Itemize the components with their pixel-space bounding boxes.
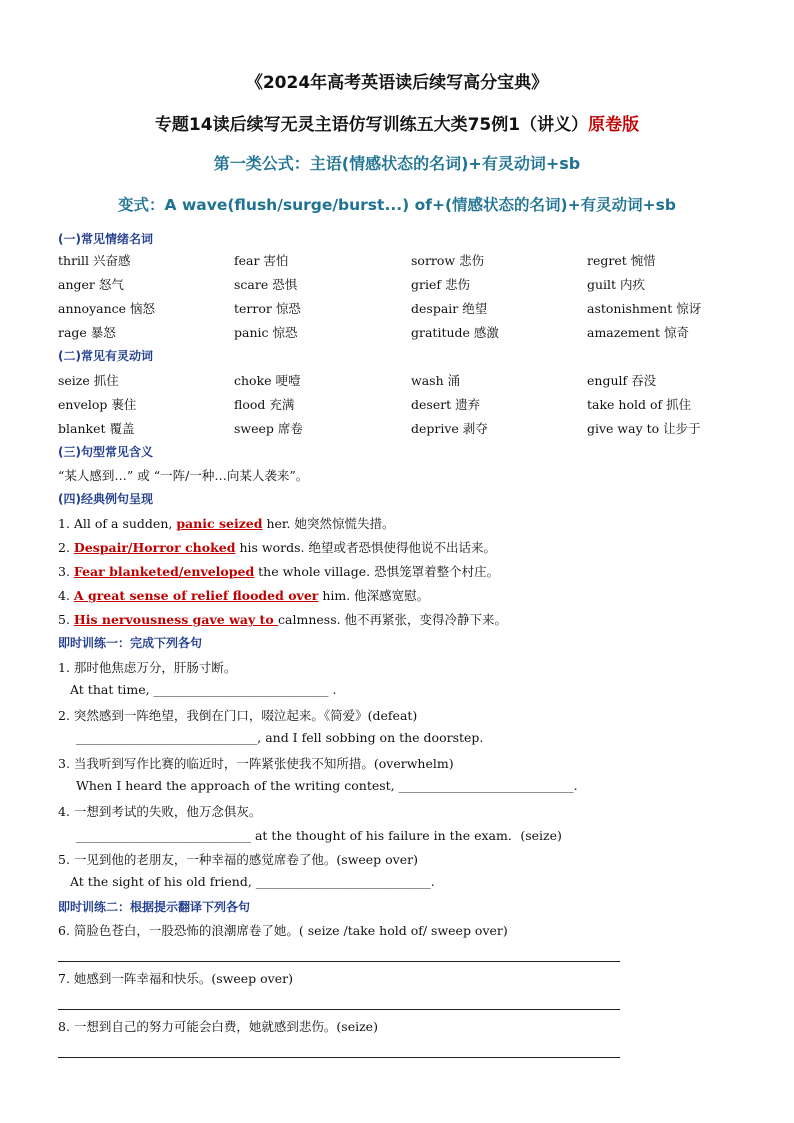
section-heading-animate-verbs: (二)常见有灵动词: [58, 349, 153, 363]
example-keyphrase: Despair/Horror choked: [73, 540, 236, 555]
example-rest: the whole village. 恐惧笼罩着整个村庄。: [254, 564, 500, 579]
grid-row: [58, 299, 738, 323]
grid-cell: give way to 让步于: [587, 421, 701, 436]
grid-cell: choke 哽噎: [234, 373, 301, 388]
animate-verbs-grid: [58, 371, 738, 443]
grid-cell: annoyance 恼怒: [58, 301, 156, 316]
answer-rule: [58, 960, 620, 962]
exercise-answer-line: ____________________________ at the thought of his failure in the exam．(seize): [76, 828, 562, 843]
grid-cell: thrill 兴奋感: [58, 253, 131, 268]
example-keyphrase: His nervousness gave way to: [73, 612, 279, 627]
example-keyphrase: A great sense of relief flooded over: [73, 588, 319, 603]
grid-cell: guilt 内疚: [587, 277, 646, 292]
document-title: 《2024年高考英语读后续写高分宝典》: [245, 73, 549, 93]
example-rest: his words. 绝望或者恐惧使得他说不出话来。: [235, 540, 496, 555]
grid-row: [58, 275, 738, 299]
grid-row: [58, 419, 738, 443]
grid-cell: engulf 吞没: [587, 373, 657, 388]
section-heading-meaning: (三)句型常见含义: [58, 445, 153, 459]
grid-cell: amazement 惊奇: [587, 325, 690, 340]
answer-rule: [58, 1008, 620, 1010]
grid-cell: rage 暴怒: [58, 325, 116, 340]
exercise-answer-line: At the sight of his old friend, ____________________________.: [70, 874, 435, 889]
answer-rule: [58, 1056, 620, 1058]
grid-cell: sweep 席卷: [234, 421, 303, 436]
exercise-prompt: 6. 简脸色苍白，一股恐怖的浪潮席卷了她。( seize /take hold of/ sweep over): [58, 923, 508, 938]
grid-cell: terror 惊恐: [234, 301, 301, 316]
grid-cell: grief 悲伤: [411, 277, 470, 292]
grid-cell: deprive 剥夺: [411, 421, 488, 436]
exercise-prompt: 4. 一想到考试的失败，他万念俱灰。: [58, 804, 262, 819]
emotion-nouns-grid: [58, 251, 738, 347]
exercise-prompt: 8. 一想到自己的努力可能会白费，她就感到悲伤。(seize): [58, 1019, 378, 1034]
exercise-answer-line: _____________________________, and I fell sobbing on the doorstep.: [76, 730, 484, 745]
grid-cell: take hold of 抓住: [587, 397, 692, 412]
subtitle-main: 专题14读后续写无灵主语仿写训练五大类75例1（讲义）: [154, 115, 589, 135]
grid-cell: despair 绝望: [411, 301, 488, 316]
grid-cell: wash 涌: [411, 373, 461, 388]
section-heading-training-1: 即时训练一：完成下列各句: [58, 636, 203, 650]
grid-cell: sorrow 悲伤: [411, 253, 485, 268]
example-keyphrase: Fear blanketed/enveloped: [73, 564, 255, 579]
document-subtitle: [0, 110, 794, 135]
example-number: 2.: [58, 540, 74, 555]
example-number: 5.: [58, 612, 74, 627]
example-rest: calmness. 他不再紧张，变得冷静下来。: [278, 612, 508, 627]
grid-row: [58, 395, 738, 419]
example-number: 3.: [58, 564, 74, 579]
grid-row: [58, 251, 738, 275]
exercise-prompt: 2. 突然感到一阵绝望，我倒在门口，啜泣起来。《简爱》(defeat): [58, 708, 418, 723]
subtitle-red: 原卷版: [588, 115, 640, 135]
grid-cell: anger 怒气: [58, 277, 124, 292]
grid-cell: panic 惊恐: [234, 325, 298, 340]
example-rest: her. 她突然惊慌失措。: [262, 516, 395, 531]
example-number: 1. All of a sudden,: [58, 516, 177, 531]
exercise-prompt: 1. 那时他焦虑万分，肝肠寸断。: [58, 660, 237, 675]
formula-heading: 第一类公式：主语(情感状态的名词)+有灵动词+sb: [213, 154, 581, 173]
section-heading-emotion-nouns: (一)常见情绪名词: [58, 232, 153, 246]
example-sentence: [58, 610, 507, 628]
grid-cell: envelop 裹住: [58, 397, 137, 412]
exercise-answer-line: At that time, ____________________________ .: [70, 682, 337, 697]
section-heading-examples: (四)经典例句呈现: [58, 492, 153, 506]
exercise-prompt: 5. 一见到他的老朋友，一种幸福的感觉席卷了他。(sweep over): [58, 852, 418, 867]
grid-cell: desert 遗弃: [411, 397, 481, 412]
grid-row: [58, 371, 738, 395]
grid-cell: fear 害怕: [234, 253, 289, 268]
meaning-text: “某人感到…” 或 “一阵/一种…向某人袭来”。: [58, 468, 309, 483]
exercise-answer-line: When I heard the approach of the writing contest, ____________________________.: [76, 778, 578, 793]
grid-cell: blanket 覆盖: [58, 421, 135, 436]
section-heading-training-2: 即时训练二：根据提示翻译下列各句: [58, 900, 251, 914]
grid-cell: astonishment 惊讶: [587, 301, 702, 316]
exercise-prompt: 7. 她感到一阵幸福和快乐。(sweep over): [58, 971, 293, 986]
grid-cell: scare 恐惧: [234, 277, 298, 292]
exercise-prompt: 3. 当我听到写作比赛的临近时，一阵紧张使我不知所措。(overwhelm): [58, 756, 454, 771]
grid-cell: flood 充满: [234, 397, 295, 412]
example-sentence: [58, 586, 429, 604]
example-number: 4.: [58, 588, 74, 603]
example-sentence: [58, 562, 499, 580]
variant-heading: 变式：A wave(flush/surge/burst...) of+(情感状态的名词)+有灵动词+sb: [118, 196, 676, 214]
grid-cell: regret 惋惜: [587, 253, 656, 268]
example-sentence: [58, 514, 394, 532]
grid-row: [58, 323, 738, 347]
example-sentence: [58, 538, 496, 556]
grid-cell: seize 抓住: [58, 373, 119, 388]
grid-cell: gratitude 感激: [411, 325, 499, 340]
example-keyphrase: panic seized: [176, 516, 263, 531]
example-rest: him. 他深感宽慰。: [318, 588, 430, 603]
